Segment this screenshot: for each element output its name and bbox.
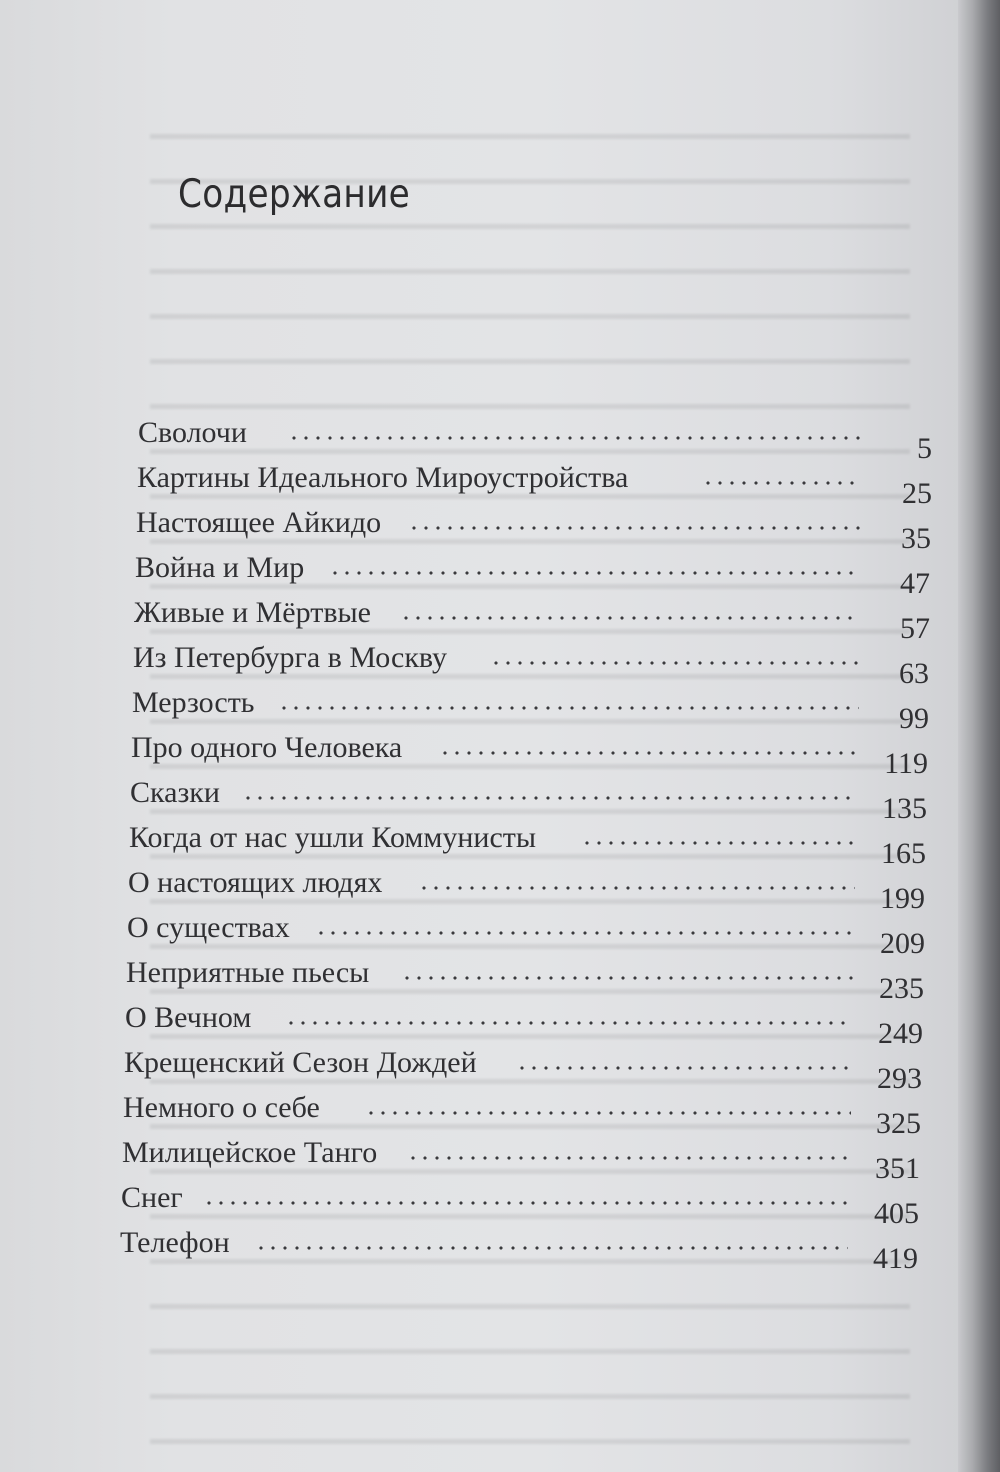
dot-leader xyxy=(408,526,861,530)
toc-entry-page: 235 xyxy=(879,972,924,1005)
dot-leader xyxy=(401,976,854,980)
toc-entry-page: 209 xyxy=(880,927,925,960)
toc-entry-title: Из Петербурга в Москву xyxy=(133,641,448,674)
toc-entry-title: Живые и Мёртвые xyxy=(134,596,371,629)
toc-entry-title: Телефон xyxy=(120,1226,230,1259)
toc-entry-title: Немного о себе xyxy=(123,1091,320,1124)
toc-entry-page: 47 xyxy=(900,567,930,600)
toc-entry-page: 325 xyxy=(876,1107,921,1140)
toc-entry-title: Милицейское Танго xyxy=(122,1136,378,1169)
toc-entry-page: 405 xyxy=(874,1197,919,1230)
toc-entry-page: 351 xyxy=(875,1152,920,1185)
toc-entry-title: Картины Идеального Мироустройства xyxy=(137,461,629,494)
dot-leader xyxy=(255,1246,848,1250)
dot-leader xyxy=(516,1066,852,1070)
toc-entry-title: Когда от нас ушли Коммунисты xyxy=(129,821,537,854)
toc-entry-title: О Вечном xyxy=(125,1001,252,1034)
toc-entry-title: Сказки xyxy=(130,776,220,809)
toc-entry-page: 199 xyxy=(880,882,925,915)
dot-leader xyxy=(581,841,856,845)
dot-leader xyxy=(490,661,859,665)
toc-entry-title: Война и Мир xyxy=(135,551,305,584)
page-edge-shadow xyxy=(958,0,1000,1472)
toc-entry-title: О настоящих людях xyxy=(128,866,383,899)
dot-leader xyxy=(278,706,859,710)
dot-leader xyxy=(418,886,855,890)
dot-leader xyxy=(315,931,855,935)
toc-entry-title: Настоящее Айкидо xyxy=(136,506,382,539)
toc-entry-page: 293 xyxy=(877,1062,922,1095)
dot-leader xyxy=(288,436,862,440)
dot-leader xyxy=(203,1201,849,1205)
toc-entry-page: 119 xyxy=(884,747,928,780)
toc-entry-page: 99 xyxy=(899,702,929,735)
dot-leader xyxy=(285,1021,853,1025)
dot-leader xyxy=(439,751,858,755)
toc-entry-title: Снег xyxy=(121,1181,183,1214)
toc-entry-page: 249 xyxy=(878,1017,923,1050)
toc-entry-page: 165 xyxy=(881,837,926,870)
toc-entry-page: 35 xyxy=(901,522,931,555)
page-title: Содержание xyxy=(178,172,411,217)
dot-leader xyxy=(329,571,860,575)
toc-entry-title: О существах xyxy=(127,911,290,944)
toc-entry-title: Про одного Человека xyxy=(131,731,403,764)
toc-entry-page: 5 xyxy=(917,432,932,465)
toc-entry-page: 63 xyxy=(899,657,929,690)
dot-leader xyxy=(407,1156,850,1160)
toc-entry-title: Мерзость xyxy=(132,686,255,719)
dot-leader xyxy=(400,616,860,620)
toc-entry-title: Неприятные пьесы xyxy=(126,956,370,989)
toc-entry-title: Сволочи xyxy=(138,416,247,449)
dot-leader xyxy=(702,481,862,485)
toc-entry-title: Крещенский Сезон Дождей xyxy=(124,1046,477,1079)
toc-entry-page: 57 xyxy=(900,612,930,645)
toc-entry-page: 25 xyxy=(902,477,932,510)
dot-leader xyxy=(365,1111,851,1115)
toc-entry-page: 419 xyxy=(873,1242,918,1275)
dot-leader xyxy=(242,796,857,800)
toc-entry-page: 135 xyxy=(882,792,927,825)
